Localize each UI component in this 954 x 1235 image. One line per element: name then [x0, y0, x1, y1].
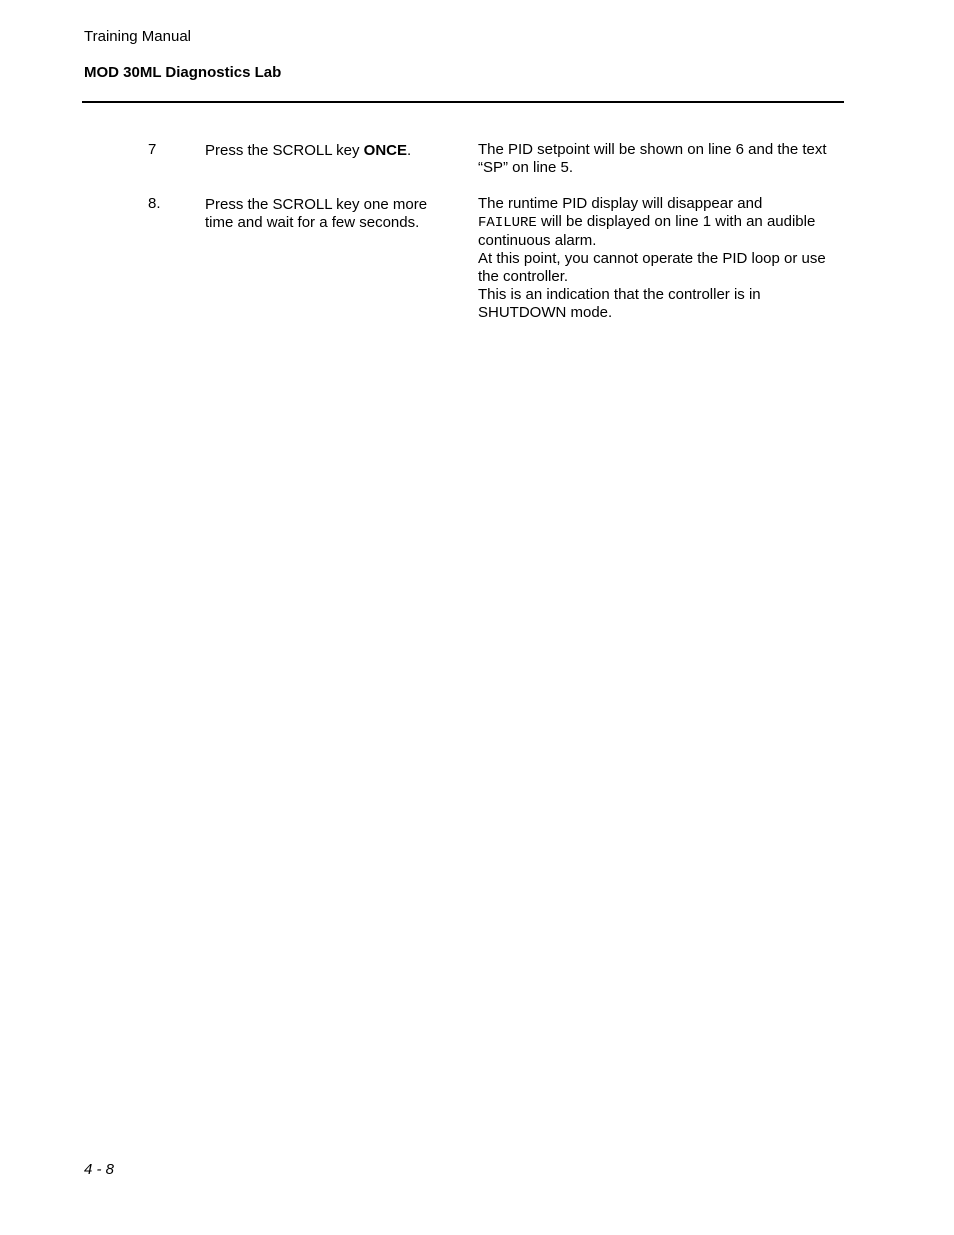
step-number: 7 [148, 141, 157, 158]
step-result [478, 195, 828, 322]
action-suffix: . [407, 142, 412, 159]
result-text: will be displayed on line 1 with an audible continuous alarm. [478, 213, 816, 249]
result-line: This is an indication that the controller is in SHUTDOWN mode. [478, 286, 761, 321]
result-line: At this point, you cannot operate the PID loop or use the controller. [478, 250, 826, 285]
result-line: The PID setpoint will be shown on line 6 and the text “SP” on line 5. [478, 141, 827, 176]
result-line-with-code [478, 213, 828, 250]
step-number: 8. [148, 195, 161, 212]
action-emphasis: ONCE [363, 142, 408, 159]
step-action: Press the SCROLL key one more time and wait for a few seconds. [205, 196, 428, 231]
section-title: MOD 30ML Diagnostics Lab [84, 64, 282, 81]
step-action [205, 142, 455, 160]
header-divider [82, 101, 844, 103]
action-text: Press the SCROLL key [205, 142, 364, 159]
result-line: The runtime PID display will disappear and [478, 195, 763, 212]
page-number: 4 - 8 [84, 1161, 115, 1178]
display-code: FAILURE [478, 215, 537, 231]
step-result [478, 141, 828, 177]
document-title: Training Manual [84, 28, 191, 45]
